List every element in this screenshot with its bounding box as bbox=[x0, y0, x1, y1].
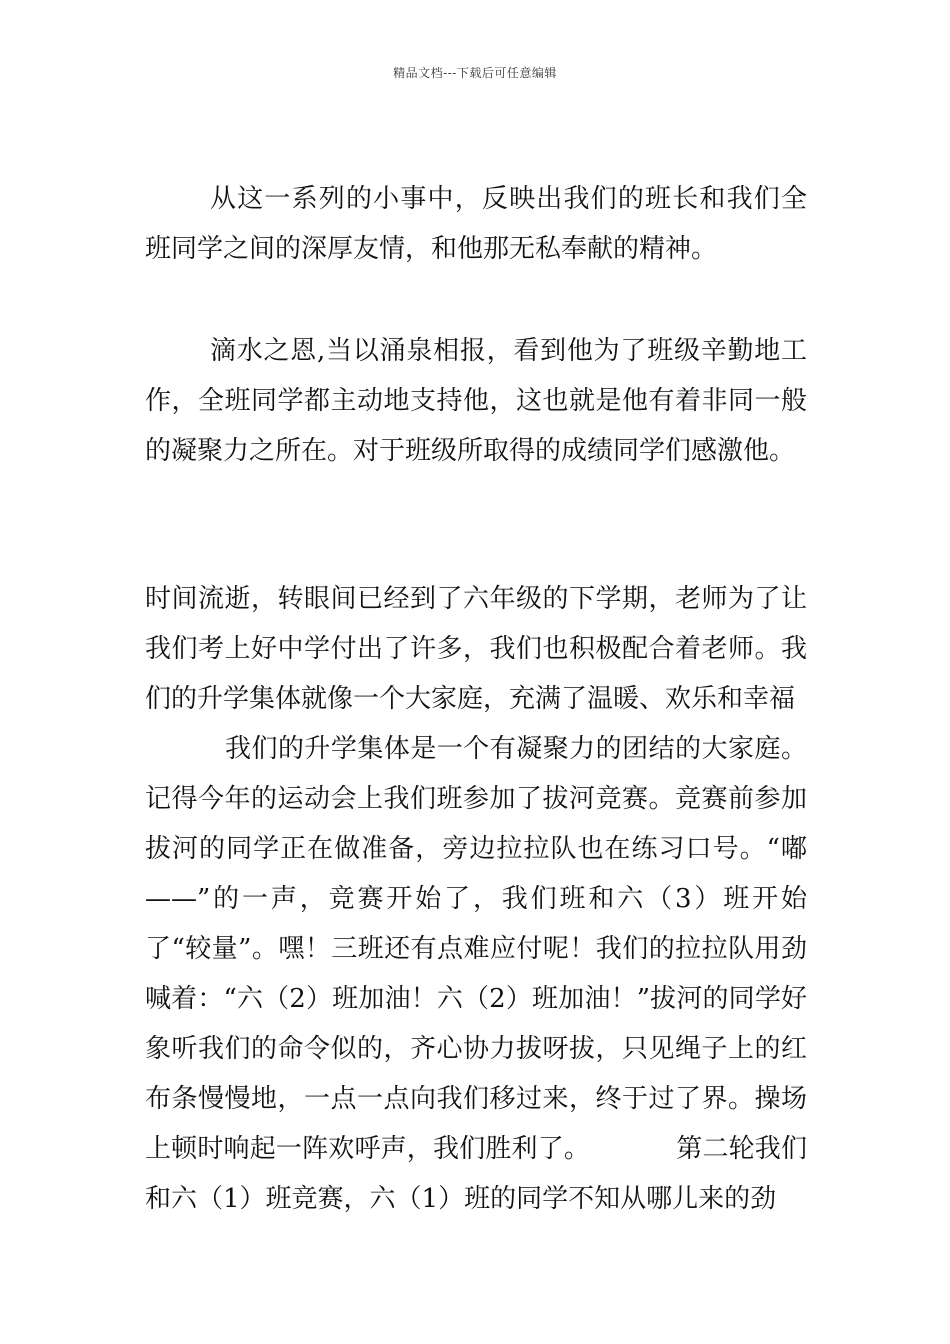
paragraph-2-block bbox=[145, 326, 807, 476]
paragraph-4: 我们的升学集体是一个有凝聚力的团结的大家庭。记得今年的运动会上我们班参加了拔河竞赛。竞赛前参加拔河的同学正在做准备，旁边拉拉队也在练习口号。“嘟——”的一声，竞赛开始了，我们班和六（3）班开始了“较量”。嘿！三班还有点难应付呢！我们的拉拉队用劲喊着：“六（2）班加油！六（2）班加油！”拔河的同学好象听我们的命令似的，齐心协力拔呀拔，只见绳子上的红布条慢慢地，一点一点向我们移过来，终于过了界。操场上顿时响起一阵欢呼声，我们胜利了。 bbox=[145, 734, 807, 1164]
paragraph-1-block bbox=[145, 174, 807, 274]
paragraph-3: 时间流逝，转眼间已经到了六年级的下学期，老师为了让我们考上好中学付出了许多，我们也积极配合着老师。我们的升学集体就像一个大家庭，充满了温暖、欢乐和幸福 bbox=[145, 584, 807, 714]
paragraph-1: 从这一系列的小事中，反映出我们的班长和我们全班同学之间的深厚友情，和他那无私奉献的精神。 bbox=[145, 184, 807, 264]
paragraph-3-block bbox=[145, 574, 807, 1224]
page-header: 精品文档---下载后可任意编辑 bbox=[393, 66, 557, 80]
paragraph-5: 第二轮我们和六（1）班竞赛，六（1）班的同学不知从哪儿来的劲 bbox=[145, 1134, 807, 1214]
paragraph-4-wrapper bbox=[145, 724, 807, 1224]
paragraph-2: 滴水之恩,当以涌泉相报，看到他为了班级辛勤地工作，全班同学都主动地支持他，这也就是他有着非同一般的凝聚力之所在。对于班级所取得的成绩同学们感激他。 bbox=[145, 336, 807, 466]
